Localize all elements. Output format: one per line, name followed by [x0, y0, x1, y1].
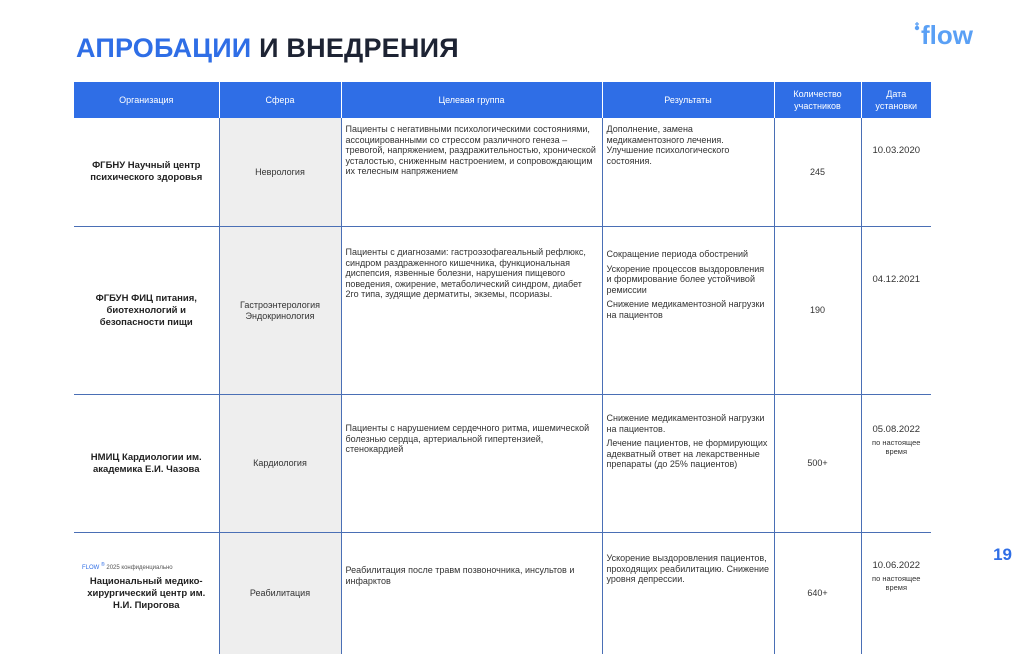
footer-mark: ®: [101, 562, 105, 568]
flow-logo-icon: [913, 20, 995, 48]
title-rest: И ВНЕДРЕНИЯ: [259, 33, 459, 63]
cell-organization: ФГБНУ Научный центр психического здоровья: [74, 118, 219, 227]
cell-sphere: Неврология: [219, 118, 341, 227]
header-participants: Количество участников: [774, 82, 861, 118]
cell-participants: 245: [774, 118, 861, 227]
result-item: Снижение медикаментозной нагрузки на пациентов.: [607, 413, 770, 434]
cell-date: [861, 395, 931, 533]
result-item: Сокращение периода обострений: [607, 249, 770, 260]
result-item: Снижение медикаментозной нагрузки на пациентов: [607, 299, 770, 320]
cell-sphere: Реабилитация: [219, 533, 341, 654]
date-value: 10.06.2022: [862, 561, 932, 572]
cell-target-group: Пациенты с диагнозами: гастроэзофагеальный рефлюкс, синдром раздраженного кишечника, функциональная диспепсия, язвенные болезни, нарушения пищевого поведения, ожирение, метаболический синдром, диабет 2го типа, зудящие дерматиты, экземы, псориазы.: [341, 227, 602, 395]
cell-results: [602, 395, 774, 533]
cell-date: [861, 118, 931, 227]
cell-results: [602, 533, 774, 654]
page-title: [76, 33, 459, 64]
cell-date: [861, 533, 931, 654]
cell-sphere: Кардиология: [219, 395, 341, 533]
cell-organization: НМИЦ Кардиологии им. академика Е.И. Чазова: [74, 395, 219, 533]
cell-results: [602, 227, 774, 395]
date-note: по настоящее время: [862, 574, 932, 592]
cell-target-group: Пациенты с негативными психологическими состояниями, ассоциированными со стрессом различного генеза – тревогой, напряжением, раздражительностью, хронической усталостью, сниженным настроением, и сопровождающим их телесным напряжением: [341, 118, 602, 227]
table-header: [74, 82, 931, 118]
title-accent: АПРОБАЦИИ: [76, 33, 251, 63]
cell-organization: ФГБУН ФИЦ питания, биотехнологий и безопасности пищи: [74, 227, 219, 395]
header-sphere: Сфера: [219, 82, 341, 118]
footer: [82, 562, 173, 571]
table-row: [74, 227, 931, 395]
result-item: Ускорение выздоровления пациентов, проходящих реабилитацию. Снижение уровня депрессии.: [607, 553, 770, 585]
header-date: Дата установки: [861, 82, 931, 118]
footer-year: 2025: [106, 565, 119, 571]
header-target-group: Целевая группа: [341, 82, 602, 118]
result-item: Дополнение, замена медикаментозного лечения. Улучшение психологического состояния.: [607, 124, 770, 166]
table-row: [74, 533, 931, 654]
table-row: [74, 118, 931, 227]
date-value: 05.08.2022: [862, 425, 932, 436]
table-row: [74, 395, 931, 533]
cell-sphere: Гастроэнтерология Эндокринология: [219, 227, 341, 395]
date-value: 04.12.2021: [862, 275, 932, 286]
footer-note: конфиденциально: [121, 565, 172, 571]
page-number: 19: [993, 545, 1012, 565]
cell-target-group: Пациенты с нарушением сердечного ритма, ишемической болезнью сердца, артериальной гипертензией, стенокардией: [341, 395, 602, 533]
header-results: Результаты: [602, 82, 774, 118]
cell-organization: Национальный медико-хирургический центр им. Н.И. Пирогова: [74, 533, 219, 654]
cell-target-group: Реабилитация после травм позвоночника, инсультов и инфарктов: [341, 533, 602, 654]
cell-participants: 640+: [774, 533, 861, 654]
approbation-table: [74, 82, 931, 654]
cell-results: [602, 118, 774, 227]
logo-text: flow: [921, 20, 974, 48]
result-item: Ускорение процессов выздоровления и формирование более устойчивой ремиссии: [607, 264, 770, 296]
cell-participants: 500+: [774, 395, 861, 533]
result-item: Лечение пациентов, не формирующих адекватный ответ на лекарственные препараты (до 25% пациентов): [607, 438, 770, 470]
footer-brand: FLOW: [82, 565, 99, 571]
header-organization: Организация: [74, 82, 219, 118]
date-value: 10.03.2020: [862, 146, 932, 157]
date-note: по настоящее время: [862, 438, 932, 456]
cell-date: [861, 227, 931, 395]
cell-participants: 190: [774, 227, 861, 395]
